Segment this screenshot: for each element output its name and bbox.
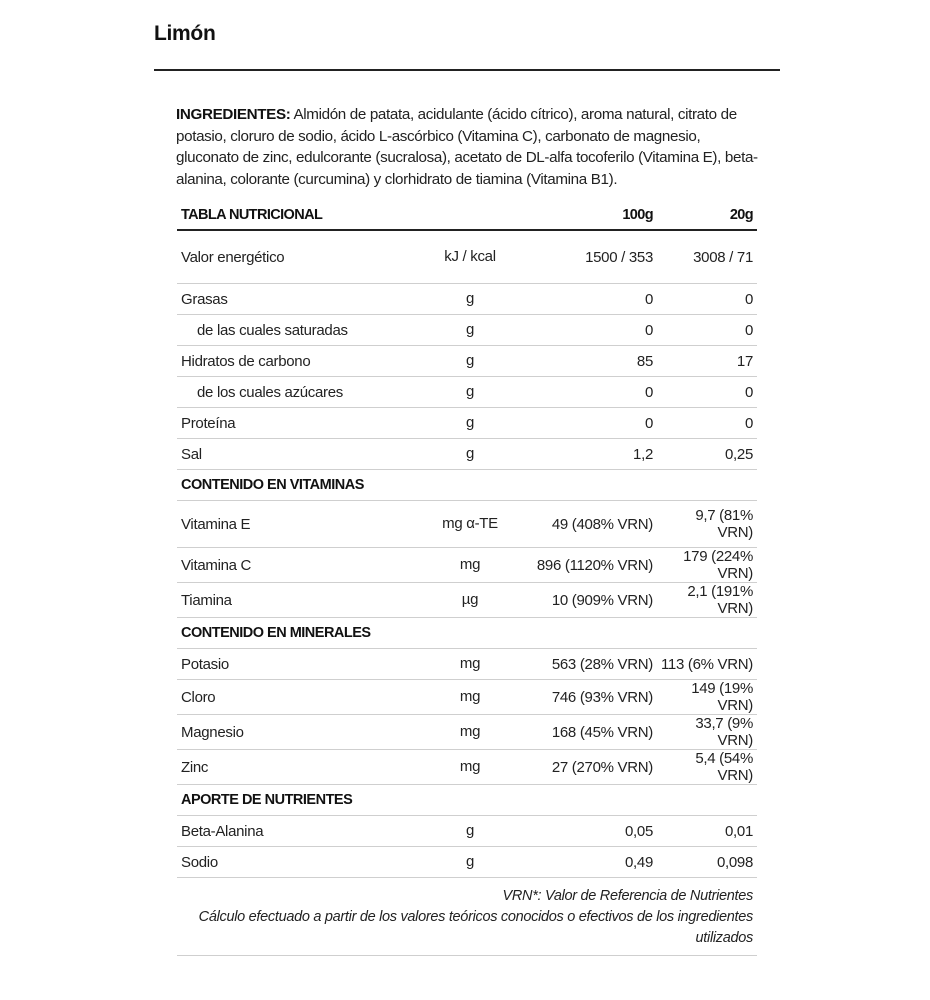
calculation-note: Cálculo efectuado a partir de los valores teóricos conocidos o efectivos de los ingredientes utilizados <box>198 909 753 946</box>
table-row <box>177 439 757 470</box>
table-row <box>177 377 757 408</box>
nutrient-name: Tiamina <box>177 583 431 618</box>
table-row <box>177 230 757 284</box>
value-100g: 563 (28% VRN) <box>509 649 657 680</box>
table-row <box>177 315 757 346</box>
value-100g: 896 (1120% VRN) <box>509 548 657 583</box>
nutrient-name: Potasio <box>177 649 431 680</box>
product-title: Limón <box>154 22 216 45</box>
table-row <box>177 680 757 715</box>
table-row <box>177 548 757 583</box>
section-title: CONTENIDO EN VITAMINAS <box>177 470 757 501</box>
nutrient-name: Sal <box>177 439 431 470</box>
value-100g: 0 <box>509 377 657 408</box>
nutrient-name: de los cuales azúcares <box>177 377 431 408</box>
nutrient-unit: µg <box>431 583 509 618</box>
nutrient-unit: g <box>431 346 509 377</box>
nutrient-unit: g <box>431 816 509 847</box>
table-row <box>177 649 757 680</box>
value-100g: 0 <box>509 408 657 439</box>
nutrient-name: Cloro <box>177 680 431 715</box>
value-20g: 3008 / 71 <box>657 230 757 284</box>
table-title: TABLA NUTRICIONAL <box>177 203 509 230</box>
value-20g: 149 (19% VRN) <box>657 680 757 715</box>
value-100g: 0,05 <box>509 816 657 847</box>
nutrient-name: Valor energético <box>177 230 431 284</box>
table-row <box>177 715 757 750</box>
value-20g: 2,1 (191% VRN) <box>657 583 757 618</box>
value-100g: 0,49 <box>509 847 657 878</box>
nutrient-unit: mg <box>431 715 509 750</box>
section-header-minerals <box>177 618 757 649</box>
nutrient-name: Vitamina E <box>177 501 431 548</box>
value-100g: 746 (93% VRN) <box>509 680 657 715</box>
nutrient-name: Sodio <box>177 847 431 878</box>
value-20g: 0 <box>657 284 757 315</box>
nutrient-name: de las cuales saturadas <box>177 315 431 346</box>
value-20g: 33,7 (9% VRN) <box>657 715 757 750</box>
nutrient-unit: g <box>431 284 509 315</box>
nutrient-name: Magnesio <box>177 715 431 750</box>
nutrient-unit: kJ / kcal <box>431 230 509 284</box>
value-100g: 1500 / 353 <box>509 230 657 284</box>
nutrient-unit: g <box>431 408 509 439</box>
value-20g: 0 <box>657 315 757 346</box>
table-row <box>177 501 757 548</box>
value-100g: 0 <box>509 284 657 315</box>
value-100g: 10 (909% VRN) <box>509 583 657 618</box>
value-20g: 0,098 <box>657 847 757 878</box>
table-row <box>177 284 757 315</box>
value-20g: 0,01 <box>657 816 757 847</box>
nutrient-unit: mg <box>431 649 509 680</box>
section-title: CONTENIDO EN MINERALES <box>177 618 757 649</box>
section-header-nutrients <box>177 785 757 816</box>
value-20g: 0,25 <box>657 439 757 470</box>
table-row <box>177 408 757 439</box>
nutrient-name: Grasas <box>177 284 431 315</box>
table-row <box>177 346 757 377</box>
nutrient-unit: mg <box>431 750 509 785</box>
value-20g: 5,4 (54% VRN) <box>657 750 757 785</box>
nutrient-unit: g <box>431 377 509 408</box>
value-20g: 0 <box>657 408 757 439</box>
column-header-20g: 20g <box>657 203 757 230</box>
value-100g: 168 (45% VRN) <box>509 715 657 750</box>
value-20g: 9,7 (81% VRN) <box>657 501 757 548</box>
section-title: APORTE DE NUTRIENTES <box>177 785 757 816</box>
table-footnote <box>177 886 757 956</box>
nutrient-name: Vitamina C <box>177 548 431 583</box>
table-header-row <box>177 203 757 230</box>
table-row <box>177 847 757 878</box>
nutrient-unit: g <box>431 439 509 470</box>
value-20g: 179 (224% VRN) <box>657 548 757 583</box>
value-20g: 113 (6% VRN) <box>657 649 757 680</box>
vrn-definition: VRN*: Valor de Referencia de Nutrientes <box>502 888 753 904</box>
value-20g: 17 <box>657 346 757 377</box>
ingredients-label: INGREDIENTES: <box>176 106 291 123</box>
value-100g: 85 <box>509 346 657 377</box>
ingredients-list: Almidón de patata, acidulante (ácido cítrico), aroma natural, citrato de potasio, cloruro de sodio, ácido L-ascórbico (Vitamina C), carbonato de magnesio, gluconato de zinc, edulcorante (sucralosa), acetato de DL-alfa tocoferilo (Vitamina E), beta-alanina, colorante (curcumina) y clorhidrato de tiamina (Vitamina B1). <box>176 106 758 188</box>
nutrient-unit: mg <box>431 548 509 583</box>
nutrient-name: Hidratos de carbono <box>177 346 431 377</box>
value-100g: 49 (408% VRN) <box>509 501 657 548</box>
title-divider <box>154 69 780 71</box>
value-100g: 0 <box>509 315 657 346</box>
column-header-100g: 100g <box>509 203 657 230</box>
nutrient-name: Zinc <box>177 750 431 785</box>
section-header-vitamins <box>177 470 757 501</box>
nutrient-unit: mg <box>431 680 509 715</box>
nutrient-unit: g <box>431 315 509 346</box>
nutrient-name: Proteína <box>177 408 431 439</box>
nutrition-table <box>177 203 757 878</box>
value-20g: 0 <box>657 377 757 408</box>
table-row <box>177 750 757 785</box>
nutrient-unit: mg α-TE <box>431 501 509 548</box>
nutrient-unit: g <box>431 847 509 878</box>
value-100g: 27 (270% VRN) <box>509 750 657 785</box>
nutrient-name: Beta-Alanina <box>177 816 431 847</box>
product-info <box>176 104 758 956</box>
value-100g: 1,2 <box>509 439 657 470</box>
table-row <box>177 816 757 847</box>
table-row <box>177 583 757 618</box>
ingredients-text <box>176 104 758 190</box>
